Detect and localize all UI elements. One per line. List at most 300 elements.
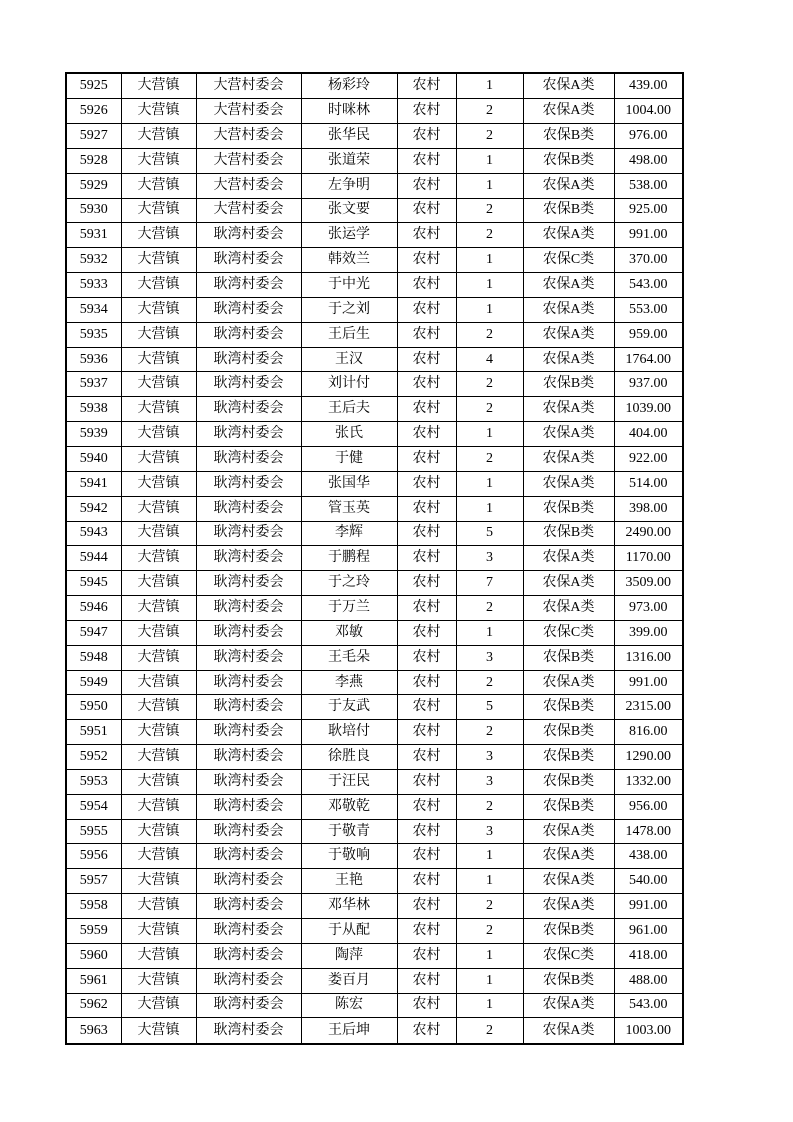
cell-amount: 399.00	[614, 620, 683, 645]
table-row	[66, 273, 683, 298]
table-row	[66, 571, 683, 596]
cell-household-type: 农村	[397, 571, 456, 596]
cell-household-type: 农村	[397, 521, 456, 546]
cell-insurance-category: 农保B类	[523, 496, 614, 521]
table-row	[66, 819, 683, 844]
cell-insurance-category: 农保B类	[523, 148, 614, 173]
cell-person-name: 张文要	[301, 198, 397, 223]
cell-serial-number: 5945	[66, 571, 121, 596]
cell-amount: 1290.00	[614, 745, 683, 770]
cell-insurance-category: 农保C类	[523, 943, 614, 968]
cell-insurance-category: 农保B类	[523, 968, 614, 993]
cell-household-type: 农村	[397, 769, 456, 794]
cell-village-committee: 耿湾村委会	[196, 819, 301, 844]
cell-person-count: 1	[456, 471, 523, 496]
cell-insurance-category: 农保A类	[523, 894, 614, 919]
cell-amount: 1003.00	[614, 1018, 683, 1044]
cell-insurance-category: 农保B类	[523, 794, 614, 819]
cell-insurance-category: 农保C类	[523, 248, 614, 273]
cell-serial-number: 5927	[66, 124, 121, 149]
cell-village-committee: 耿湾村委会	[196, 596, 301, 621]
cell-person-name: 李燕	[301, 670, 397, 695]
cell-person-name: 张运学	[301, 223, 397, 248]
cell-person-count: 3	[456, 745, 523, 770]
cell-person-count: 1	[456, 844, 523, 869]
cell-person-name: 王后坤	[301, 1018, 397, 1044]
cell-amount: 553.00	[614, 297, 683, 322]
cell-amount: 991.00	[614, 894, 683, 919]
cell-amount: 543.00	[614, 993, 683, 1018]
cell-insurance-category: 农保A类	[523, 73, 614, 99]
cell-village-committee: 大营村委会	[196, 124, 301, 149]
cell-village-committee: 大营村委会	[196, 173, 301, 198]
cell-amount: 1004.00	[614, 99, 683, 124]
cell-amount: 816.00	[614, 720, 683, 745]
cell-amount: 540.00	[614, 869, 683, 894]
cell-amount: 922.00	[614, 446, 683, 471]
subsidy-table	[65, 72, 684, 1045]
cell-village-committee: 耿湾村委会	[196, 720, 301, 745]
cell-person-count: 2	[456, 124, 523, 149]
cell-person-name: 左争明	[301, 173, 397, 198]
cell-household-type: 农村	[397, 894, 456, 919]
cell-person-name: 于敬响	[301, 844, 397, 869]
cell-amount: 543.00	[614, 273, 683, 298]
cell-household-type: 农村	[397, 173, 456, 198]
cell-town: 大营镇	[121, 794, 196, 819]
cell-serial-number: 5929	[66, 173, 121, 198]
table-body	[66, 73, 683, 1044]
cell-serial-number: 5946	[66, 596, 121, 621]
cell-village-committee: 耿湾村委会	[196, 745, 301, 770]
cell-village-committee: 耿湾村委会	[196, 894, 301, 919]
table-row	[66, 943, 683, 968]
cell-person-name: 李辉	[301, 521, 397, 546]
cell-person-count: 4	[456, 347, 523, 372]
cell-household-type: 农村	[397, 745, 456, 770]
cell-person-count: 1	[456, 422, 523, 447]
cell-person-name: 杨彩玲	[301, 73, 397, 99]
cell-amount: 370.00	[614, 248, 683, 273]
cell-amount: 959.00	[614, 322, 683, 347]
cell-household-type: 农村	[397, 968, 456, 993]
cell-town: 大营镇	[121, 397, 196, 422]
cell-village-committee: 耿湾村委会	[196, 446, 301, 471]
table-row	[66, 894, 683, 919]
cell-village-committee: 耿湾村委会	[196, 670, 301, 695]
cell-person-count: 2	[456, 198, 523, 223]
cell-person-name: 陶萍	[301, 943, 397, 968]
cell-insurance-category: 农保B类	[523, 198, 614, 223]
cell-household-type: 农村	[397, 347, 456, 372]
table-row	[66, 596, 683, 621]
table-row	[66, 745, 683, 770]
cell-village-committee: 耿湾村委会	[196, 943, 301, 968]
cell-person-name: 于从配	[301, 919, 397, 944]
cell-town: 大营镇	[121, 248, 196, 273]
cell-village-committee: 耿湾村委会	[196, 273, 301, 298]
cell-amount: 937.00	[614, 372, 683, 397]
cell-amount: 438.00	[614, 844, 683, 869]
cell-insurance-category: 农保B类	[523, 919, 614, 944]
cell-household-type: 农村	[397, 273, 456, 298]
table-row	[66, 173, 683, 198]
cell-serial-number: 5958	[66, 894, 121, 919]
cell-town: 大营镇	[121, 372, 196, 397]
cell-person-count: 7	[456, 571, 523, 596]
table-row	[66, 620, 683, 645]
cell-person-name: 王毛朵	[301, 645, 397, 670]
cell-town: 大营镇	[121, 596, 196, 621]
cell-village-committee: 耿湾村委会	[196, 993, 301, 1018]
cell-insurance-category: 农保A类	[523, 819, 614, 844]
table-row	[66, 968, 683, 993]
cell-town: 大营镇	[121, 471, 196, 496]
table-row	[66, 670, 683, 695]
cell-person-count: 2	[456, 223, 523, 248]
cell-serial-number: 5943	[66, 521, 121, 546]
cell-serial-number: 5934	[66, 297, 121, 322]
table-row	[66, 720, 683, 745]
cell-person-name: 王艳	[301, 869, 397, 894]
cell-village-committee: 耿湾村委会	[196, 397, 301, 422]
cell-insurance-category: 农保A类	[523, 99, 614, 124]
cell-household-type: 农村	[397, 993, 456, 1018]
cell-amount: 973.00	[614, 596, 683, 621]
cell-town: 大营镇	[121, 521, 196, 546]
cell-person-name: 耿培付	[301, 720, 397, 745]
cell-town: 大营镇	[121, 124, 196, 149]
cell-insurance-category: 农保A类	[523, 546, 614, 571]
cell-village-committee: 耿湾村委会	[196, 521, 301, 546]
cell-village-committee: 耿湾村委会	[196, 496, 301, 521]
cell-person-count: 1	[456, 496, 523, 521]
cell-insurance-category: 农保A类	[523, 322, 614, 347]
cell-serial-number: 5933	[66, 273, 121, 298]
table-row	[66, 73, 683, 99]
cell-person-count: 1	[456, 993, 523, 1018]
cell-person-name: 张道荣	[301, 148, 397, 173]
cell-amount: 404.00	[614, 422, 683, 447]
cell-person-name: 邓华林	[301, 894, 397, 919]
cell-insurance-category: 农保A类	[523, 869, 614, 894]
table-row	[66, 124, 683, 149]
cell-village-committee: 耿湾村委会	[196, 347, 301, 372]
cell-serial-number: 5939	[66, 422, 121, 447]
cell-village-committee: 耿湾村委会	[196, 471, 301, 496]
cell-amount: 1332.00	[614, 769, 683, 794]
cell-amount: 1478.00	[614, 819, 683, 844]
cell-insurance-category: 农保A类	[523, 571, 614, 596]
cell-village-committee: 大营村委会	[196, 198, 301, 223]
cell-amount: 514.00	[614, 471, 683, 496]
table-row	[66, 521, 683, 546]
cell-serial-number: 5944	[66, 546, 121, 571]
cell-person-name: 王汉	[301, 347, 397, 372]
cell-serial-number: 5932	[66, 248, 121, 273]
cell-town: 大营镇	[121, 968, 196, 993]
cell-town: 大营镇	[121, 720, 196, 745]
cell-village-committee: 耿湾村委会	[196, 769, 301, 794]
cell-village-committee: 耿湾村委会	[196, 297, 301, 322]
cell-serial-number: 5961	[66, 968, 121, 993]
cell-village-committee: 耿湾村委会	[196, 968, 301, 993]
cell-household-type: 农村	[397, 124, 456, 149]
cell-person-name: 张氏	[301, 422, 397, 447]
cell-insurance-category: 农保A类	[523, 223, 614, 248]
cell-town: 大营镇	[121, 844, 196, 869]
cell-amount: 1170.00	[614, 546, 683, 571]
cell-person-name: 于万兰	[301, 596, 397, 621]
cell-person-name: 于汪民	[301, 769, 397, 794]
cell-person-count: 2	[456, 720, 523, 745]
cell-town: 大营镇	[121, 446, 196, 471]
cell-household-type: 农村	[397, 1018, 456, 1044]
cell-person-name: 于健	[301, 446, 397, 471]
cell-amount: 991.00	[614, 223, 683, 248]
cell-household-type: 农村	[397, 198, 456, 223]
cell-insurance-category: 农保B类	[523, 372, 614, 397]
cell-insurance-category: 农保A类	[523, 471, 614, 496]
cell-person-count: 5	[456, 695, 523, 720]
cell-serial-number: 5947	[66, 620, 121, 645]
cell-village-committee: 耿湾村委会	[196, 322, 301, 347]
cell-person-name: 于中光	[301, 273, 397, 298]
cell-household-type: 农村	[397, 546, 456, 571]
cell-person-name: 于敬青	[301, 819, 397, 844]
cell-household-type: 农村	[397, 943, 456, 968]
cell-village-committee: 大营村委会	[196, 148, 301, 173]
cell-person-name: 张华民	[301, 124, 397, 149]
cell-serial-number: 5950	[66, 695, 121, 720]
cell-village-committee: 耿湾村委会	[196, 571, 301, 596]
table-row	[66, 794, 683, 819]
table-row	[66, 695, 683, 720]
cell-town: 大营镇	[121, 73, 196, 99]
cell-household-type: 农村	[397, 99, 456, 124]
cell-person-count: 1	[456, 73, 523, 99]
cell-person-count: 2	[456, 372, 523, 397]
cell-household-type: 农村	[397, 248, 456, 273]
cell-household-type: 农村	[397, 720, 456, 745]
table-row	[66, 372, 683, 397]
table-row	[66, 297, 683, 322]
cell-person-count: 2	[456, 446, 523, 471]
cell-town: 大营镇	[121, 919, 196, 944]
cell-town: 大营镇	[121, 297, 196, 322]
cell-person-count: 3	[456, 769, 523, 794]
cell-serial-number: 5951	[66, 720, 121, 745]
cell-household-type: 农村	[397, 496, 456, 521]
cell-serial-number: 5931	[66, 223, 121, 248]
cell-village-committee: 耿湾村委会	[196, 794, 301, 819]
table-row	[66, 223, 683, 248]
cell-village-committee: 耿湾村委会	[196, 248, 301, 273]
cell-serial-number: 5957	[66, 869, 121, 894]
cell-village-committee: 耿湾村委会	[196, 645, 301, 670]
cell-insurance-category: 农保B类	[523, 720, 614, 745]
cell-person-name: 王后生	[301, 322, 397, 347]
cell-person-name: 邓敏	[301, 620, 397, 645]
cell-town: 大营镇	[121, 670, 196, 695]
cell-town: 大营镇	[121, 620, 196, 645]
cell-serial-number: 5942	[66, 496, 121, 521]
cell-village-committee: 耿湾村委会	[196, 422, 301, 447]
cell-town: 大营镇	[121, 1018, 196, 1044]
cell-amount: 1316.00	[614, 645, 683, 670]
cell-town: 大营镇	[121, 173, 196, 198]
cell-household-type: 农村	[397, 73, 456, 99]
table-row	[66, 869, 683, 894]
cell-serial-number: 5962	[66, 993, 121, 1018]
table-row	[66, 322, 683, 347]
cell-serial-number: 5955	[66, 819, 121, 844]
cell-person-name: 邓敬乾	[301, 794, 397, 819]
cell-person-count: 2	[456, 670, 523, 695]
cell-household-type: 农村	[397, 819, 456, 844]
cell-serial-number: 5949	[66, 670, 121, 695]
cell-serial-number: 5935	[66, 322, 121, 347]
cell-household-type: 农村	[397, 919, 456, 944]
table-row	[66, 347, 683, 372]
cell-person-count: 2	[456, 794, 523, 819]
cell-person-name: 于友武	[301, 695, 397, 720]
table-row	[66, 496, 683, 521]
cell-household-type: 农村	[397, 148, 456, 173]
cell-household-type: 农村	[397, 695, 456, 720]
cell-household-type: 农村	[397, 869, 456, 894]
cell-person-count: 1	[456, 943, 523, 968]
cell-person-count: 3	[456, 819, 523, 844]
cell-serial-number: 5963	[66, 1018, 121, 1044]
cell-person-name: 管玉英	[301, 496, 397, 521]
cell-serial-number: 5948	[66, 645, 121, 670]
cell-person-count: 2	[456, 397, 523, 422]
cell-person-count: 1	[456, 273, 523, 298]
cell-serial-number: 5941	[66, 471, 121, 496]
cell-person-count: 1	[456, 968, 523, 993]
table-row	[66, 422, 683, 447]
cell-serial-number: 5937	[66, 372, 121, 397]
cell-town: 大营镇	[121, 769, 196, 794]
cell-serial-number: 5928	[66, 148, 121, 173]
table-row	[66, 844, 683, 869]
cell-person-name: 张国华	[301, 471, 397, 496]
table-row	[66, 1018, 683, 1044]
cell-insurance-category: 农保A类	[523, 844, 614, 869]
cell-insurance-category: 农保A类	[523, 273, 614, 298]
cell-amount: 2315.00	[614, 695, 683, 720]
cell-town: 大营镇	[121, 223, 196, 248]
cell-person-name: 刘计付	[301, 372, 397, 397]
cell-town: 大营镇	[121, 819, 196, 844]
cell-amount: 398.00	[614, 496, 683, 521]
cell-village-committee: 耿湾村委会	[196, 372, 301, 397]
table-row	[66, 99, 683, 124]
cell-amount: 925.00	[614, 198, 683, 223]
cell-person-count: 2	[456, 322, 523, 347]
cell-insurance-category: 农保B类	[523, 769, 614, 794]
cell-town: 大营镇	[121, 99, 196, 124]
cell-amount: 956.00	[614, 794, 683, 819]
cell-amount: 498.00	[614, 148, 683, 173]
table-row	[66, 769, 683, 794]
cell-insurance-category: 农保A类	[523, 397, 614, 422]
cell-household-type: 农村	[397, 620, 456, 645]
cell-person-name: 于之刘	[301, 297, 397, 322]
table-row	[66, 471, 683, 496]
cell-insurance-category: 农保A类	[523, 446, 614, 471]
cell-village-committee: 大营村委会	[196, 99, 301, 124]
cell-household-type: 农村	[397, 446, 456, 471]
cell-town: 大营镇	[121, 496, 196, 521]
table-row	[66, 993, 683, 1018]
cell-village-committee: 耿湾村委会	[196, 919, 301, 944]
cell-insurance-category: 农保C类	[523, 620, 614, 645]
cell-amount: 991.00	[614, 670, 683, 695]
cell-person-count: 1	[456, 620, 523, 645]
cell-household-type: 农村	[397, 794, 456, 819]
cell-town: 大营镇	[121, 993, 196, 1018]
cell-person-count: 1	[456, 869, 523, 894]
cell-amount: 1764.00	[614, 347, 683, 372]
cell-village-committee: 耿湾村委会	[196, 695, 301, 720]
cell-serial-number: 5936	[66, 347, 121, 372]
cell-person-count: 1	[456, 148, 523, 173]
cell-household-type: 农村	[397, 670, 456, 695]
cell-town: 大营镇	[121, 546, 196, 571]
cell-town: 大营镇	[121, 745, 196, 770]
cell-person-count: 2	[456, 99, 523, 124]
cell-person-name: 娄百月	[301, 968, 397, 993]
cell-town: 大营镇	[121, 943, 196, 968]
cell-town: 大营镇	[121, 322, 196, 347]
cell-town: 大营镇	[121, 422, 196, 447]
cell-person-count: 3	[456, 546, 523, 571]
cell-amount: 538.00	[614, 173, 683, 198]
cell-person-count: 5	[456, 521, 523, 546]
cell-household-type: 农村	[397, 223, 456, 248]
cell-person-count: 2	[456, 894, 523, 919]
cell-household-type: 农村	[397, 844, 456, 869]
cell-person-name: 徐胜良	[301, 745, 397, 770]
cell-household-type: 农村	[397, 596, 456, 621]
cell-serial-number: 5938	[66, 397, 121, 422]
cell-village-committee: 耿湾村委会	[196, 620, 301, 645]
cell-village-committee: 大营村委会	[196, 73, 301, 99]
cell-household-type: 农村	[397, 422, 456, 447]
cell-village-committee: 耿湾村委会	[196, 1018, 301, 1044]
table-row	[66, 148, 683, 173]
cell-insurance-category: 农保B类	[523, 645, 614, 670]
cell-village-committee: 耿湾村委会	[196, 223, 301, 248]
cell-serial-number: 5926	[66, 99, 121, 124]
cell-serial-number: 5960	[66, 943, 121, 968]
cell-amount: 1039.00	[614, 397, 683, 422]
cell-serial-number: 5959	[66, 919, 121, 944]
cell-town: 大营镇	[121, 869, 196, 894]
cell-amount: 488.00	[614, 968, 683, 993]
cell-household-type: 农村	[397, 372, 456, 397]
table-row	[66, 248, 683, 273]
cell-person-count: 2	[456, 1018, 523, 1044]
cell-person-count: 1	[456, 248, 523, 273]
cell-person-name: 韩效兰	[301, 248, 397, 273]
cell-serial-number: 5930	[66, 198, 121, 223]
cell-insurance-category: 农保B类	[523, 521, 614, 546]
cell-town: 大营镇	[121, 571, 196, 596]
cell-person-name: 时咪林	[301, 99, 397, 124]
